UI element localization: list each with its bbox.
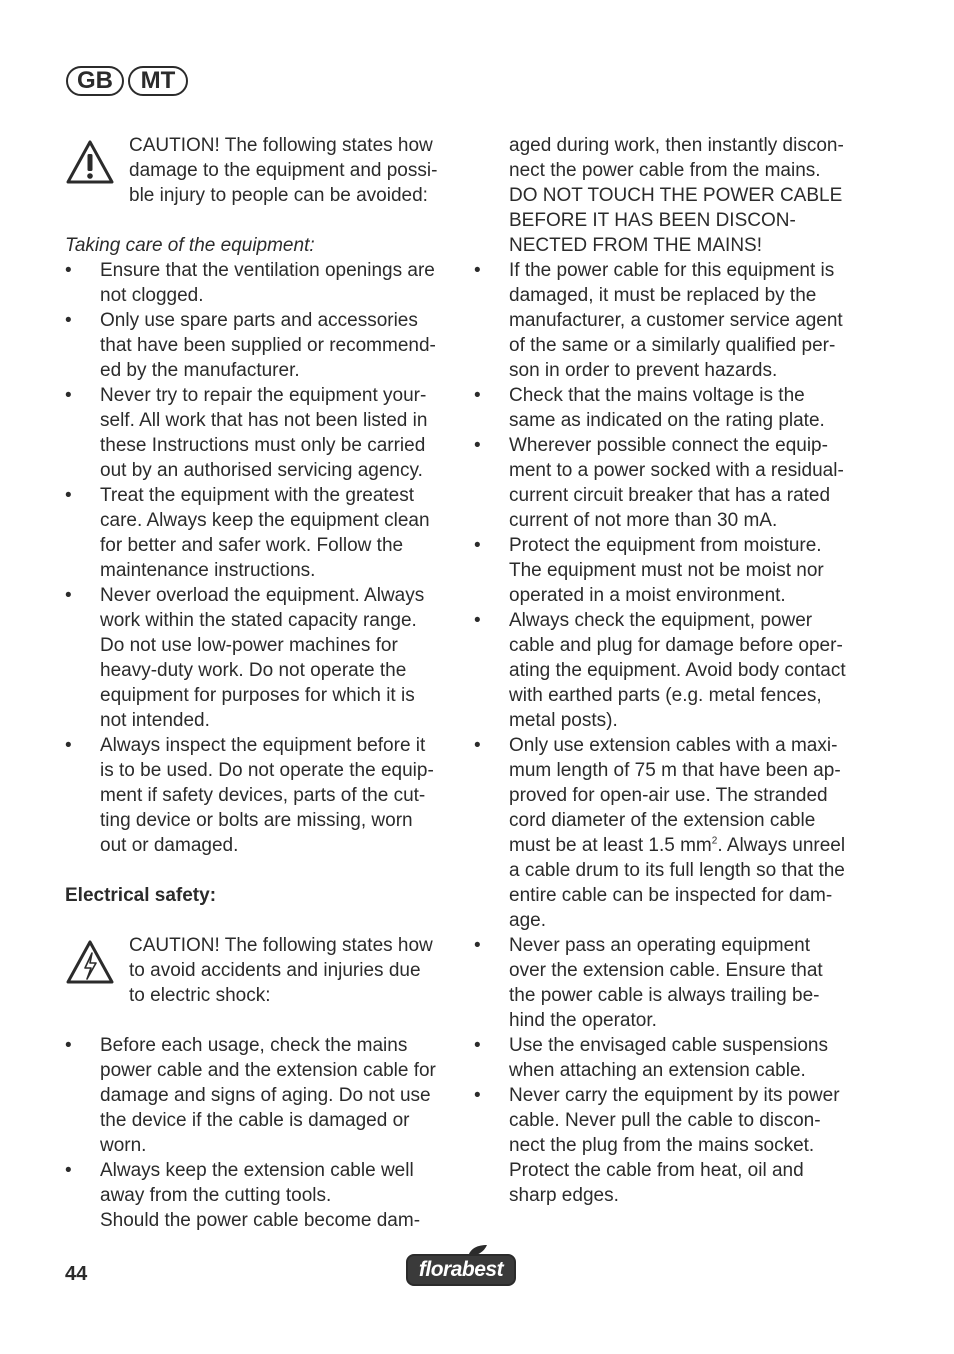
right-column <box>474 133 864 1208</box>
list-item: • Never overload the equipment. Always work within the stated capacity range. Do not use low-power machines for heavy-duty work. Do not operate the equipment for purposes for which it is not intended. <box>65 585 425 731</box>
electrical-list-continued <box>474 133 864 1208</box>
electrical-heading: Electrical safety: <box>65 885 217 906</box>
list-item: • Treat the equipment with the greatest care. Always keep the equipment clean for better and safer work. Follow the maintenance instructions. <box>65 485 430 581</box>
page-number: 44 <box>65 1263 88 1285</box>
brand-logo <box>404 1244 520 1290</box>
list-item: • Only use extension cables with a maxi- mum length of 75 m that have been ap- proved for open-air use. The stranded cord diameter of the extension cable must be at least 1.5 $mm^2$. Always unreel a cable drum to its full length so that the entire cable can be inspected for dam- age. <box>474 735 846 931</box>
list-item: • Ensure that the ventilation openings are not clogged. <box>65 260 435 306</box>
list-item: • Protect the equipment from moisture. The equipment must not be moist nor operated in a moist environment. <box>474 535 824 606</box>
list-item: • If the power cable for this equipment is damaged, it must be replaced by the manufacturer, a customer service agent of the same or a similarly qualified per- son in order to prevent hazards. <box>474 260 843 381</box>
list-item: • Check that the mains voltage is the same as indicated on the rating plate. <box>474 385 825 431</box>
list-item-continuation: aged during work, then instantly discon- nect the power cable from the mains. DO NOT TOUCH THE POWER CABLE BEFORE IT HAS BEEN DISCON- NECTED FROM THE MAINS! <box>509 135 844 256</box>
list-item: • Never pass an operating equipment over the extension cable. Ensure that the power cable is always trailing be- hind the operator. <box>474 935 823 1031</box>
list-item: • Wherever possible connect the equip- ment to a power socked with a residual- current circuit breaker that has a rated current of not more than 30 mA. <box>474 435 844 531</box>
list-item: • Always inspect the equipment before it is to be used. Do not operate the equip- ment if safety devices, parts of the cut- ting device or bolts are missing, worn out or damaged. <box>65 735 434 856</box>
logo-text: florabest <box>406 1254 516 1286</box>
list-item: • Use the envisaged cable suspensions when attaching an extension cable. <box>474 1035 828 1081</box>
caution-text: CAUTION! The following states how to avoid accidents and injuries due to electric shock: <box>129 935 433 1006</box>
lang-badge-gb: GB <box>66 66 124 96</box>
list-item: • Never carry the equipment by its power cable. Never pull the cable to discon- nect the plug from the mains socket. Protect the cable from heat, oil and sharp edges. <box>474 1085 840 1206</box>
care-heading: Taking care of the equipment: <box>65 235 315 256</box>
caution-text: CAUTION! The following states how damage to the equipment and possi- ble injury to people can be avoided: <box>129 135 438 206</box>
caution-block-equipment <box>65 133 450 208</box>
warning-electric-icon <box>65 939 115 985</box>
care-list <box>65 258 450 858</box>
lang-badge-mt: MT <box>128 66 188 96</box>
warning-exclamation-icon <box>65 139 115 185</box>
electrical-list <box>65 1033 450 1233</box>
list-item: • Before each usage, check the mains power cable and the extension cable for damage and signs of aging. Do not use the device if the cable is damaged or worn. <box>65 1035 436 1156</box>
left-column <box>65 133 450 1233</box>
continued-text: Should the power cable become dam- <box>100 1210 421 1231</box>
caution-block-electrical <box>65 933 450 1008</box>
list-item: • Always check the equipment, power cable and plug for damage before oper- ating the equipment. Avoid body contact with earthed parts (e.g. metal fences, metal posts). <box>474 610 846 731</box>
list-item: • Only use spare parts and accessories that have been supplied or recommend- ed by the manufacturer. <box>65 310 436 381</box>
list-item: • Always keep the extension cable well away from the cutting tools. Should the power cable become dam- <box>65 1160 421 1231</box>
list-item: • Never try to repair the equipment your- self. All work that has not been listed in these Instructions must only be carried out by an authorised servicing agency. <box>65 385 428 481</box>
